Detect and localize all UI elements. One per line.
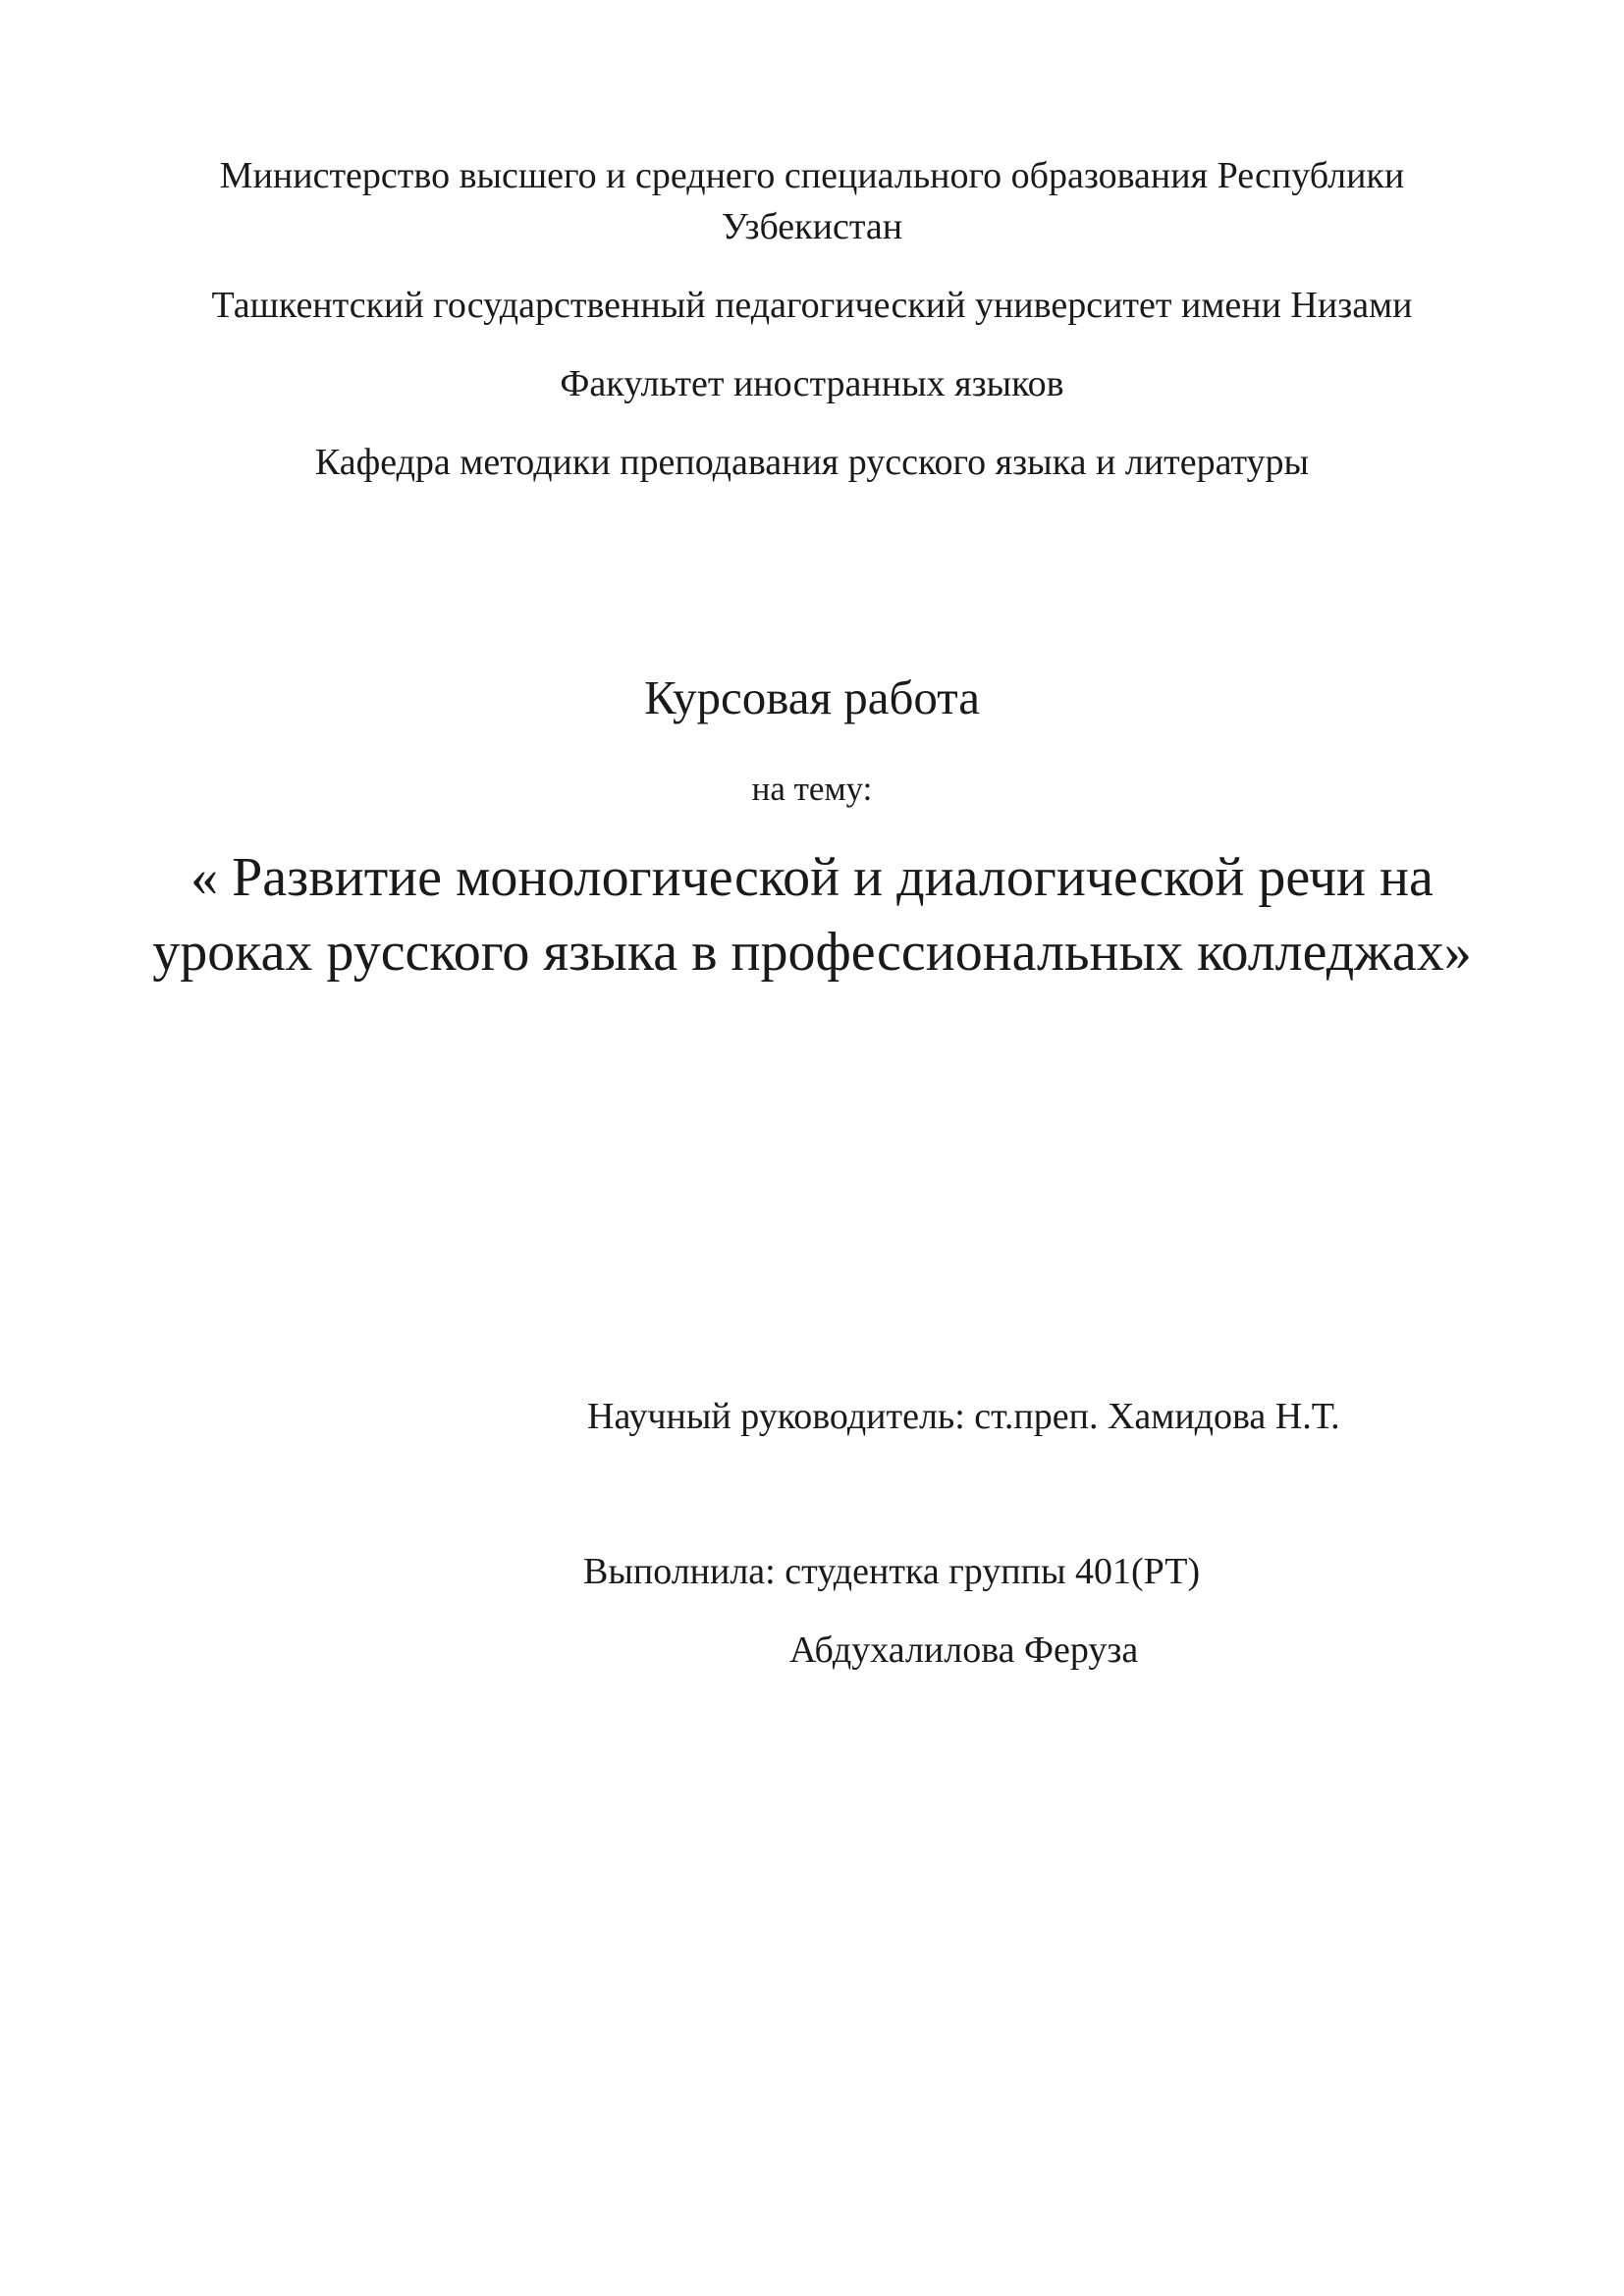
- topic-prefix: на тему:: [751, 770, 873, 808]
- supervisor: Научный руководитель: ст.преп. Хамидова Н.Т.: [587, 1396, 1340, 1437]
- faculty-name: Факультет иностранных языков: [560, 363, 1064, 404]
- ministry-line-2: Узбекистан: [721, 206, 903, 247]
- work-title-line-2: уроках русского языка в профессиональных колледжах»: [152, 922, 1472, 983]
- work-type: Курсовая работа: [643, 670, 981, 724]
- work-title-line-1: « Развитие монологической и диалогической речи на: [190, 847, 1434, 908]
- department-name: Кафедра методики преподавания русского языка и литературы: [314, 442, 1310, 483]
- student-group: Выполнила: студентка группы 401(РТ): [583, 1551, 1201, 1592]
- student-name: Абдухалилова Феруза: [789, 1629, 1139, 1671]
- university-name: Ташкентский государственный педагогический университет имени Низами: [211, 285, 1413, 326]
- ministry-line-1: Министерство высшего и среднего специального образования Республики: [219, 155, 1405, 196]
